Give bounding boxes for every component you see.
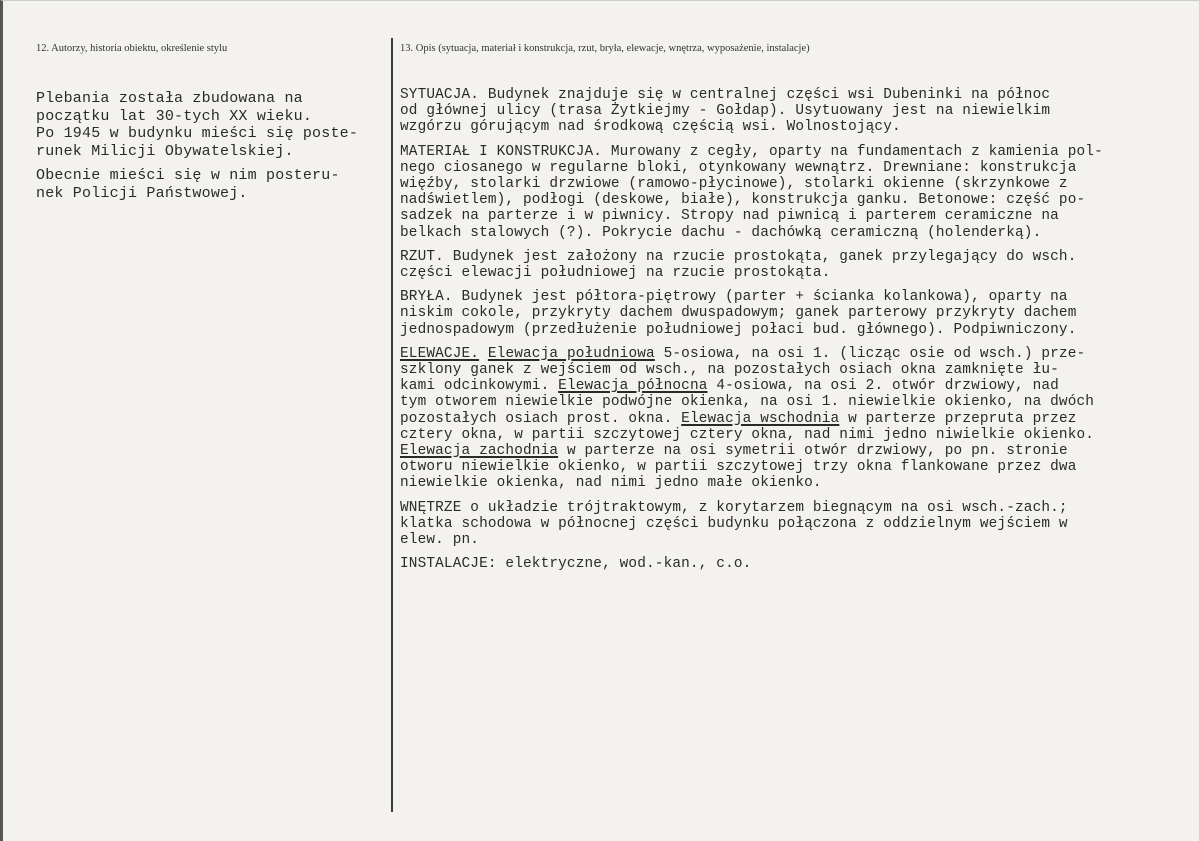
text-line: BRYŁA. Budynek jest półtora-piętrowy (parter + ścianka kolankowa), oparty na [400, 289, 1068, 306]
section-material [400, 144, 1190, 241]
column-divider [391, 38, 393, 812]
text-line: jednospadowym (przedłużenie południowej połaci bud. głównego). Podpiwniczony. [400, 321, 1077, 338]
history-column [36, 90, 381, 209]
text-line: MATERIAŁ I KONSTRUKCJA. Murowany z cegły, oparty na fundamentach z kamienia pol- [400, 143, 1103, 160]
text-line: nadświetlem), podłogi (deskowe, białe), konstrukcja ganku. Betonowe: część po- [400, 192, 1086, 209]
text-line [400, 411, 1190, 427]
text-span: pozostałych osiach prost. okna. [400, 410, 682, 427]
text-line: otworu niewielkie okienko, w partii szczytowej trzy okna flankowane przez dwa [400, 459, 1077, 476]
text-line: wzgórzu górującym nad środkową częścią wsi. Wolnostojący. [400, 119, 901, 136]
text-line: szklony ganek z wejściem od wsch., na pozostałych osiach okna zamknięte łu- [400, 362, 1059, 379]
text-line: tym otworem niewielkie podwójne okienka, na osi 1. niewielkie okienko, na dwóch [400, 394, 1095, 411]
text-line: od głównej ulicy (trasa Żytkiejmy - Gołdap). Usytuowany jest na niewielkim [400, 103, 1051, 120]
section-bryla [400, 289, 1190, 338]
section-wnetrze [400, 500, 1190, 549]
text-line: RZUT. Budynek jest założony na rzucie prostokąta, ganek przylegający do wsch. [400, 248, 1077, 265]
section-instalacje [400, 556, 1190, 572]
description-column [400, 87, 1190, 580]
text-line [400, 443, 1190, 459]
text-line [400, 346, 1190, 362]
section-elewacje [400, 346, 1190, 492]
text-span: kami odcinkowymi. [400, 378, 559, 395]
text-span: 5-osiowa, na osi 1. (licząc osie od wsch.) prze- [654, 345, 1086, 362]
text-line: sadzek na parterze i w piwnicy. Stropy nad piwnicą i parterem ceramiczne na [400, 208, 1059, 225]
header-description: 13. Opis (sytuacja, materiał i konstrukcja, rzut, bryła, elewacje, wnętrza, wyposażenie, instalacje) [400, 43, 810, 54]
text-line: niewielkie okienka, nad nimi jedno małe okienko. [400, 475, 822, 492]
section-sytuacja [400, 87, 1190, 136]
history-paragraph: Plebania została zbudowana na początku lat 30-tych XX wieku. Po 1945 w budynku mieści się poste- runek Milicji Obywatelskiej. [36, 90, 359, 160]
text-line: klatka schodowa w północnej części budynku połączona z oddzielnym wejściem w [400, 515, 1068, 532]
header-authors-history: 12. Autorzy, historia obiektu, określenie stylu [36, 43, 228, 54]
text-span: w parterze na osi symetrii otwór drzwiowy, po pn. stronie [558, 443, 1068, 460]
text-line: cztery okna, w partii szczytowej cztery okna, nad nimi jedno niwielkie okienko. [400, 426, 1095, 443]
text-line: więźby, stolarki drzwiowe (ramowo-płycinowe), stolarki okienne (skrzynkowe z [400, 176, 1068, 193]
text-line [400, 378, 1190, 394]
current-use-paragraph: Obecnie mieści się w nim posteru- nek Policji Państwowej. [36, 167, 340, 202]
text-line: WNĘTRZE o układzie trójtraktowym, z korytarzem biegnącym na osi wsch.-zach.; [400, 499, 1068, 516]
label-elewacja-zachodnia: Elewacja zachodnia [400, 443, 559, 460]
section-rzut [400, 249, 1190, 281]
text-line: niskim cokole, przykryty dachem dwuspadowym; ganek parterowy przykryty dachem [400, 305, 1077, 322]
text-line: części elewacji południowej na rzucie prostokąta. [400, 265, 831, 282]
text-span: w parterze przepruta przez [839, 410, 1077, 427]
label-elewacja-polnocna: Elewacja północna [558, 378, 708, 395]
text-line: INSTALACJE: elektryczne, wod.-kan., c.o. [400, 556, 752, 573]
text-line: SYTUACJA. Budynek znajduje się w centralnej części wsi Dubeninki na północ [400, 87, 1051, 103]
label-elewacja-poludniowa: Elewacja południowa [487, 345, 655, 362]
label-elewacje: ELEWACJE. [400, 345, 480, 362]
label-elewacja-wschodnia: Elewacja wschodnia [681, 410, 840, 427]
text-line: nego ciosanego w regularne bloki, otynkowany wewnątrz. Drewniane: konstrukcja [400, 159, 1077, 176]
text-line: elew. pn. [400, 532, 480, 549]
text-line: belkach stalowych (?). Pokrycie dachu - dachówką ceramiczną (holenderką). [400, 224, 1042, 241]
text-span: 4-osiowa, na osi 2. otwór drzwiowy, nad [707, 378, 1059, 395]
